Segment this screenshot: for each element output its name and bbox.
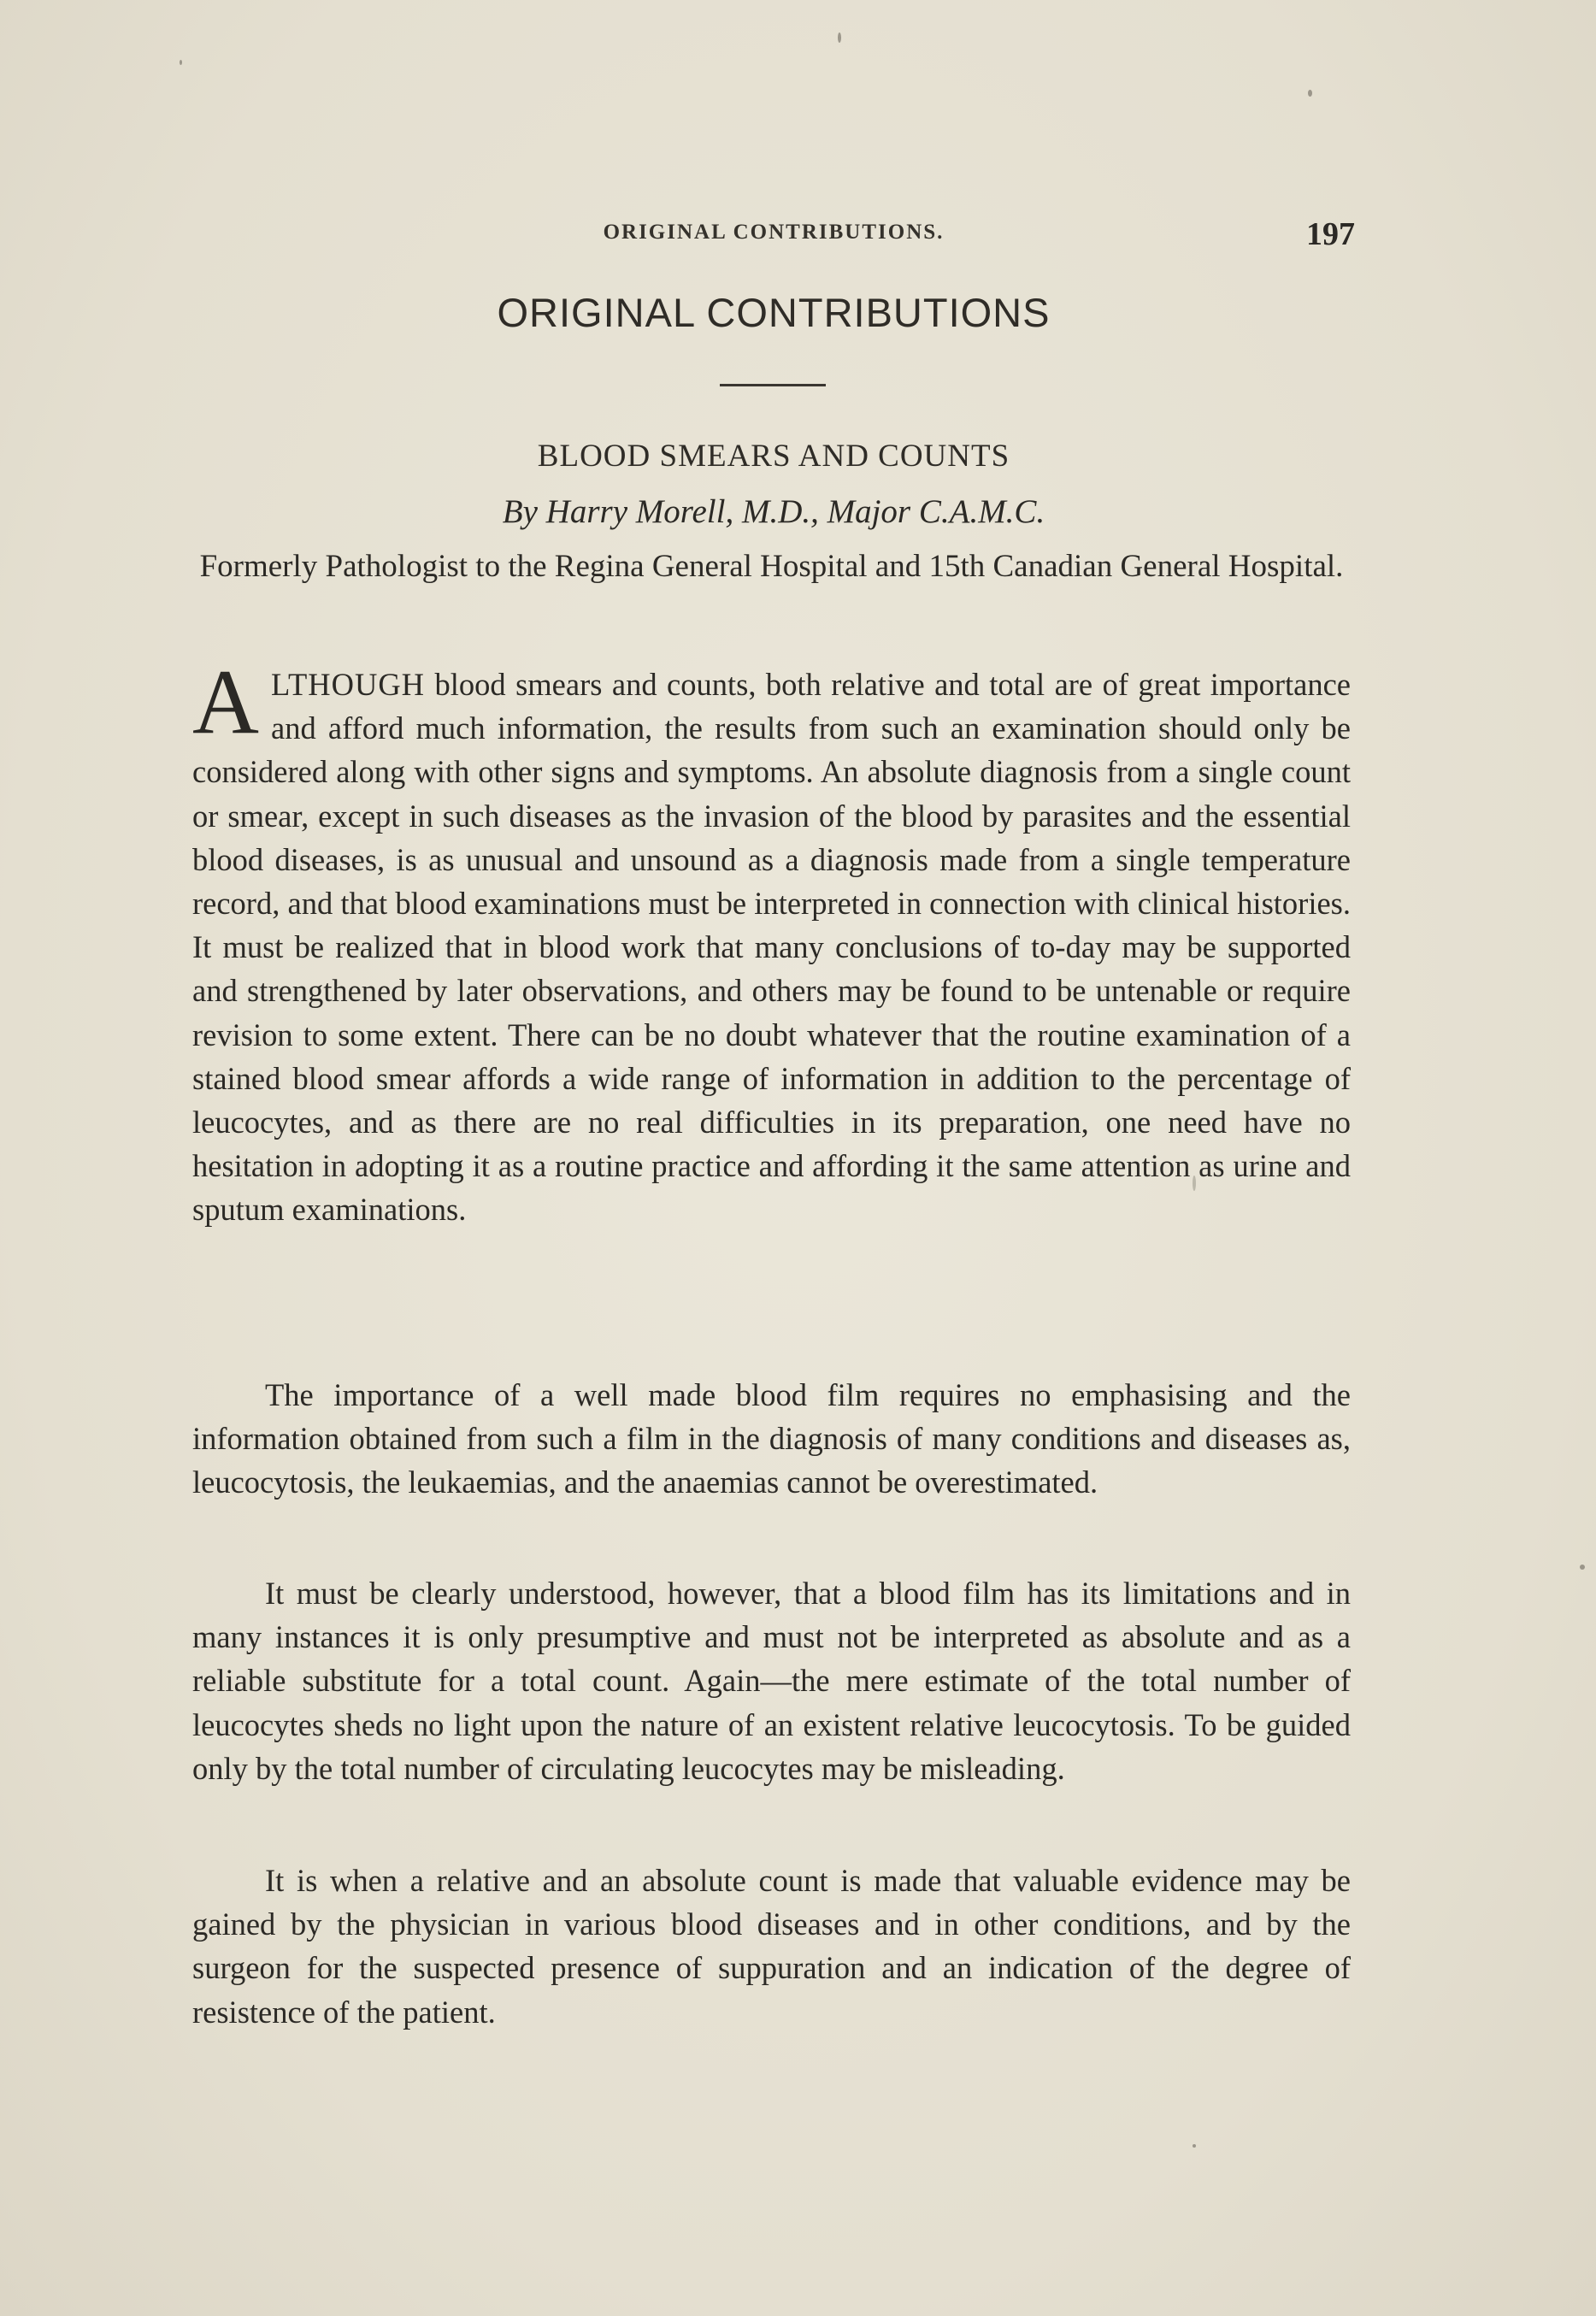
- paragraph-1: [192, 651, 1351, 1232]
- paper-speck: [1580, 1565, 1585, 1570]
- author-byline: By Harry Morell, M.D., Major C.A.M.C.: [502, 493, 1045, 530]
- running-header: [192, 216, 1355, 263]
- running-title: ORIGINAL CONTRIBUTIONS.: [603, 221, 945, 244]
- drop-cap: A: [192, 651, 259, 753]
- paper-speck: [1193, 2144, 1196, 2148]
- paper-speck: [838, 32, 841, 43]
- paragraph-2: The importance of a well made blood film requires no emphasising and the information obtained from such a film in the diagnosis of many conditions and diseases as, leucocytosis, the leukaemias, and the anaemias cannot be overestimated.: [192, 1377, 1351, 1500]
- heading-rule-divider: [720, 384, 826, 386]
- section-heading: ORIGINAL CONTRIBUTIONS: [497, 290, 1051, 335]
- paragraph-1-text: blood smears and counts, both relative and total are of great importance and afford much information, the results from such an examination should only be considered along with other signs and symptoms. An absolute diagnosis from a single count or smear, except in such diseases as the invasion of the blood by parasites and the essential blood diseases, is as unusual and unsound as a diagnosis made from a single temperature record, and that blood examinations must be interpreted in connection with clinical histories. It must be realized that in blood work that many conclusions of to-day may be supported and strengthened by later observations, and others may be found to be untenable or require revision to some extent. There can be no doubt whatever that the routine examination of a stained blood smear affords a wide range of information in addition to the percentage of leucocytes, and as there are no real difficulties in its preparation, one need have no hesitation in adopting it as a routine practice and affording it the same attention as urine and sputum examinations.: [192, 667, 1351, 1228]
- paragraph-3: It must be clearly understood, however, that a blood film has its limitations and in many instances it is only presumptive and must not be interpreted as absolute and as a reliable substitute for a total count. Again—the mere estimate of the total number of leucocytes sheds no light upon the nature of an existent relative leucocytosis. To be guided only by the total number of circulating leucocytes may be misleading.: [192, 1576, 1351, 1786]
- paper-speck: [1308, 90, 1312, 97]
- article-title: BLOOD SMEARS AND COUNTS: [537, 439, 1010, 474]
- lead-in-caps: LTHOUGH: [271, 667, 426, 702]
- author-affiliation: Formerly Pathologist to the Regina General Hospital and 15th Canadian General Hospital.: [199, 549, 1344, 584]
- paragraph-4: It is when a relative and an absolute count is made that valuable evidence may be gained by the physician in various blood diseases and in other conditions, and by the surgeon for the suspected presence of suppuration and an indication of the degree of resistence of the patient.: [192, 1863, 1351, 2030]
- page-number: 197: [1306, 216, 1355, 252]
- paper-speck: [1193, 1176, 1196, 1191]
- paper-speck: [180, 60, 182, 65]
